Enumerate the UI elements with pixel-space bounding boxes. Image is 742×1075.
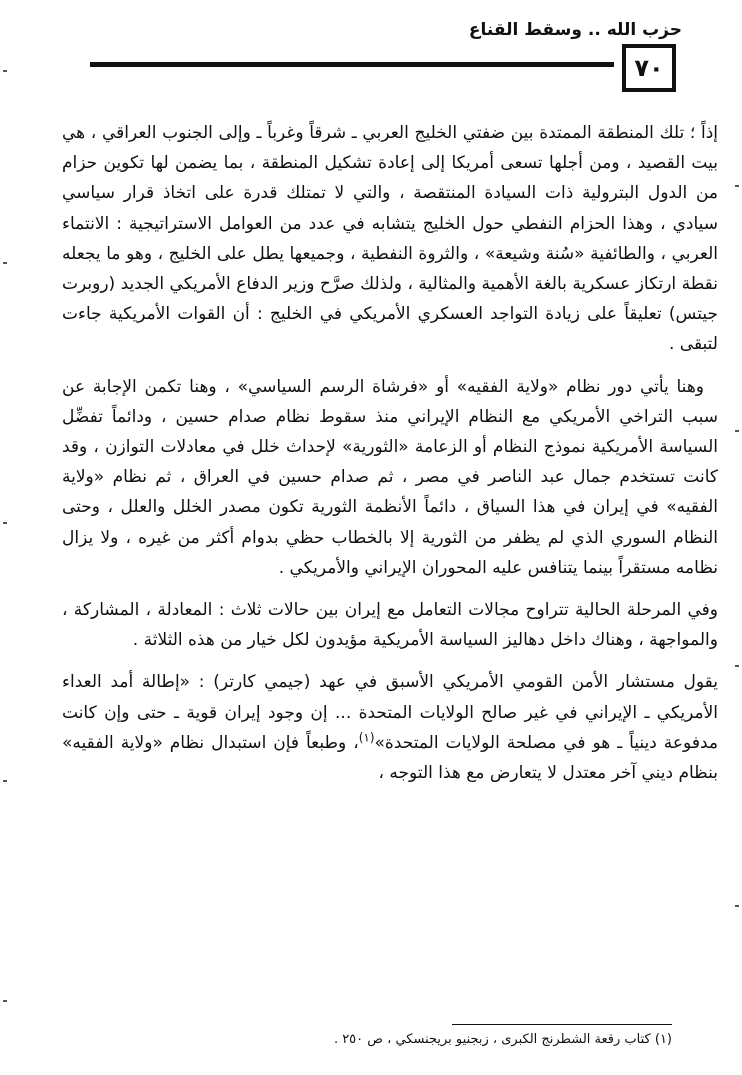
paragraph-2-text: وهنا يأتي دور نظام «ولاية الفقيه» أو «فرشاة الرسم السياسي» ، وهنا تكمن الإجابة عن سبب التراخي الأمريكي مع النظام الإيراني منذ سقوط نظام صدام حسين ، ودائماً تفضِّل السياسة الأمريكية نموذج النظام أو الزعامة «الثورية» لإحداث خلل في معادلات التوازن ، وقد كانت تستخدم جمال عبد الناصر في مصر ، ثم صدام حسين في العراق ، ثم نظام «ولاية الفقيه» في إيران في هذا السياق ، دائماً الأنظمة الثورية تكون مصدر الخلل والعلل ، وحتى النظام السوري الذي لم يظفر من الثورية إلا بالخطاب حظي بدوام أكثر من غيره ، ولا يزال نظامه مستقراً بينما يتنافس عليه المحوران الإيراني والأمريكي . xyxy=(62,376,718,578)
page-number-box xyxy=(622,44,676,92)
paragraph-3-text: وفي المرحلة الحالية تتراوح مجالات التعامل مع إيران بين حالات ثلاث : المعادلة ، المشاركة ، والمواجهة ، وهناك داخل دهاليز السياسة الأمريكية مؤيدون لكل خيار من هذه الثلاثة . xyxy=(62,600,718,651)
body-text xyxy=(62,118,718,800)
footnote-rule xyxy=(452,1024,672,1025)
footnote-reference[interactable]: (١) xyxy=(358,730,375,745)
scan-margin-mark xyxy=(3,1000,7,1002)
paragraph-3 xyxy=(62,595,718,655)
scan-margin-mark xyxy=(3,780,7,782)
paragraph-2 xyxy=(62,372,718,583)
paragraph-1-text: إذاً ؛ تلك المنطقة الممتدة بين ضفتي الخليج العربي ـ شرقاً وغرباً ـ وإلى الجنوب العراقي ، هي بيت القصيد ، ومن أجلها تسعى أمريكا إلى إعادة تشكيل المنطقة ، بما يضمن لها تكوين حزام من الدول البترولية ذات السيادة المنتقصة ، والتي لا تمتلك قدرة على اتخاذ قرار سياسي سيادي ، وهذا الحزام النفطي حول الخليج يتشابه في عدد من العوامل الاستراتيجية : الانتماء العربي ، والطائفية «سُنة وشيعة» ، والثروة النفطية ، وجميعها يطل على الخليج ، وهو ما يجعله نقطة ارتكاز عسكرية بالغة الأهمية والمثالية ، ولذلك صرَّح وزير الدفاع الأمريكي الجديد (روبرت جيتس) تعليقاً على زيادة التواجد العسكري الأمريكي في الخليج : أن القوات الأمريكية جاءت لتبقى . xyxy=(62,123,718,355)
paragraph-1 xyxy=(62,118,718,360)
paragraph-4-text-a: يقول مستشار الأمن القومي الأمريكي الأسبق في عهد (جيمي كارتر) : «إطالة أمد العداء الأمريكي ـ الإيراني في غير صالح الولايات المتحدة ... إن وجود إيران قوية ـ حتى وإن كانت مدفوعة دينياً ـ هو في مصلحة الولايات المتحدة» xyxy=(62,672,718,753)
paragraph-4 xyxy=(62,667,718,788)
page-number: ٧٠ xyxy=(634,54,664,82)
footnote: (١) كتاب رقعة الشطرنج الكبرى ، زبجنيو بريجنسكي ، ص ٢٥٠ . xyxy=(333,1032,672,1047)
scan-margin-mark xyxy=(735,430,739,432)
scan-margin-mark xyxy=(3,522,7,524)
running-title: حزب الله .. وسقط القناع xyxy=(468,20,682,40)
scan-margin-mark xyxy=(3,262,7,264)
scan-margin-mark xyxy=(3,70,7,72)
scan-margin-mark xyxy=(735,905,739,907)
scan-margin-mark xyxy=(735,665,739,667)
paragraph-4-text-b: ، وطبعاً فإن استبدال نظام «ولاية الفقيه» بنظام ديني آخر معتدل لا يتعارض مع هذا التوجه ، xyxy=(62,732,718,784)
scan-margin-mark xyxy=(735,185,739,187)
header-rule xyxy=(90,62,614,67)
